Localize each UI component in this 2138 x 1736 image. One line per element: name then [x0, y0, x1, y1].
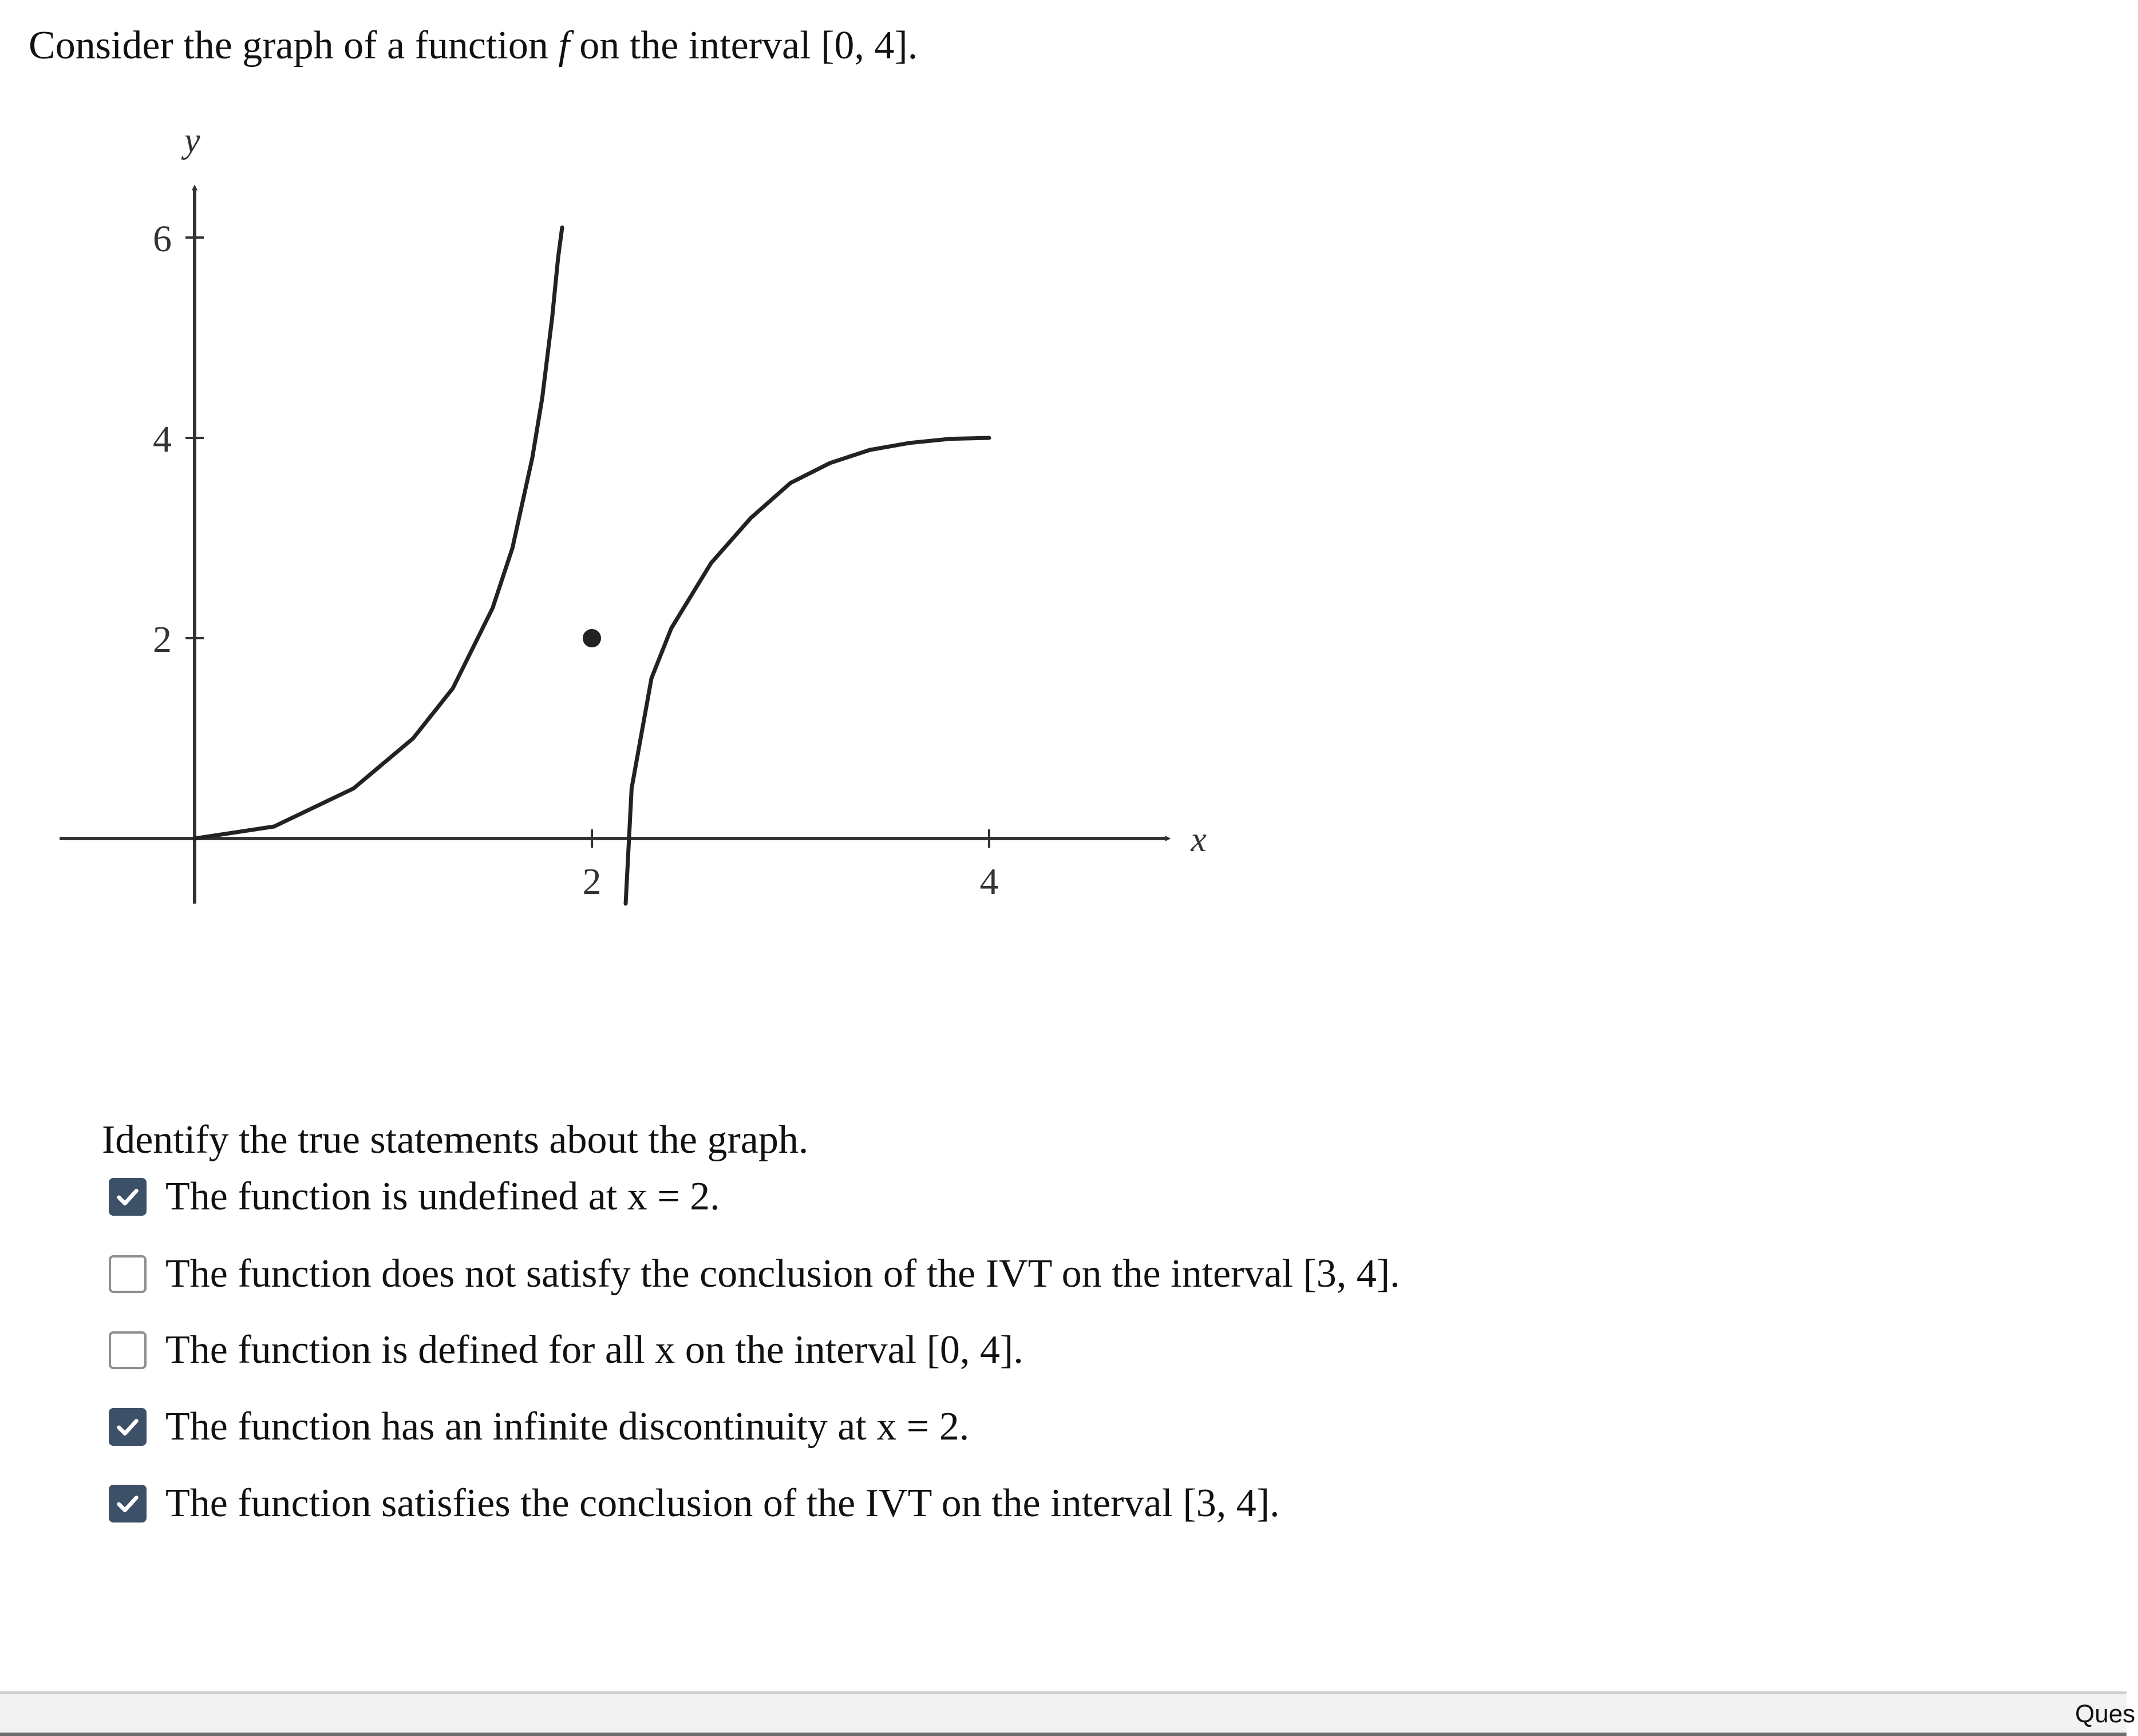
option-label-3: The function is defined for all x on the interval [0, 4]. — [165, 1328, 1023, 1372]
checkbox-2[interactable] — [109, 1255, 147, 1293]
option-1[interactable] — [109, 1173, 720, 1221]
option-label-2: The function does not satisfy the conclusion of the IVT on the interval [3, 4]. — [165, 1252, 1400, 1296]
y-tick-label: 6 — [153, 218, 172, 260]
x-tick-label: 4 — [979, 861, 999, 903]
question-function-name: f — [558, 23, 570, 68]
series-line-2 — [626, 438, 989, 904]
option-2[interactable] — [109, 1250, 1400, 1298]
x-axis-label: x — [1191, 820, 1207, 859]
y-axis-label: y — [184, 121, 200, 160]
option-3[interactable] — [109, 1326, 1023, 1374]
option-4[interactable] — [109, 1403, 969, 1451]
series-line-1 — [195, 228, 562, 839]
checkbox-4[interactable] — [109, 1408, 147, 1446]
checkbox-5[interactable] — [109, 1485, 147, 1523]
question-post: on the interval [0, 4]. — [569, 23, 918, 68]
checkmark-icon — [114, 1184, 141, 1210]
filled-point — [584, 630, 600, 646]
checkmark-icon — [114, 1414, 141, 1440]
function-graph — [0, 0, 1207, 944]
option-label-4: The function has an infinite discontinuity at x = 2. — [165, 1405, 970, 1449]
question-pre: Consider the graph of a function — [29, 23, 559, 68]
checkmark-icon — [114, 1490, 141, 1517]
x-tick-label: 2 — [582, 861, 602, 903]
footer-label[interactable]: Ques — [2075, 1700, 2136, 1728]
ticks — [153, 218, 999, 903]
checkbox-1[interactable] — [109, 1178, 147, 1216]
series — [195, 228, 989, 904]
points — [584, 630, 600, 646]
option-5[interactable] — [109, 1480, 1280, 1528]
y-tick-label: 2 — [153, 619, 172, 661]
y-tick-label: 4 — [153, 418, 172, 460]
bottom-bar — [0, 1691, 2136, 1736]
prompt: Identify the true statements about the graph. — [102, 1118, 809, 1162]
checkbox-3[interactable] — [109, 1331, 147, 1369]
option-label-5: The function satisfies the conclusion of the IVT on the interval [3, 4]. — [165, 1481, 1280, 1525]
option-label-1: The function is undefined at x = 2. — [165, 1175, 720, 1219]
